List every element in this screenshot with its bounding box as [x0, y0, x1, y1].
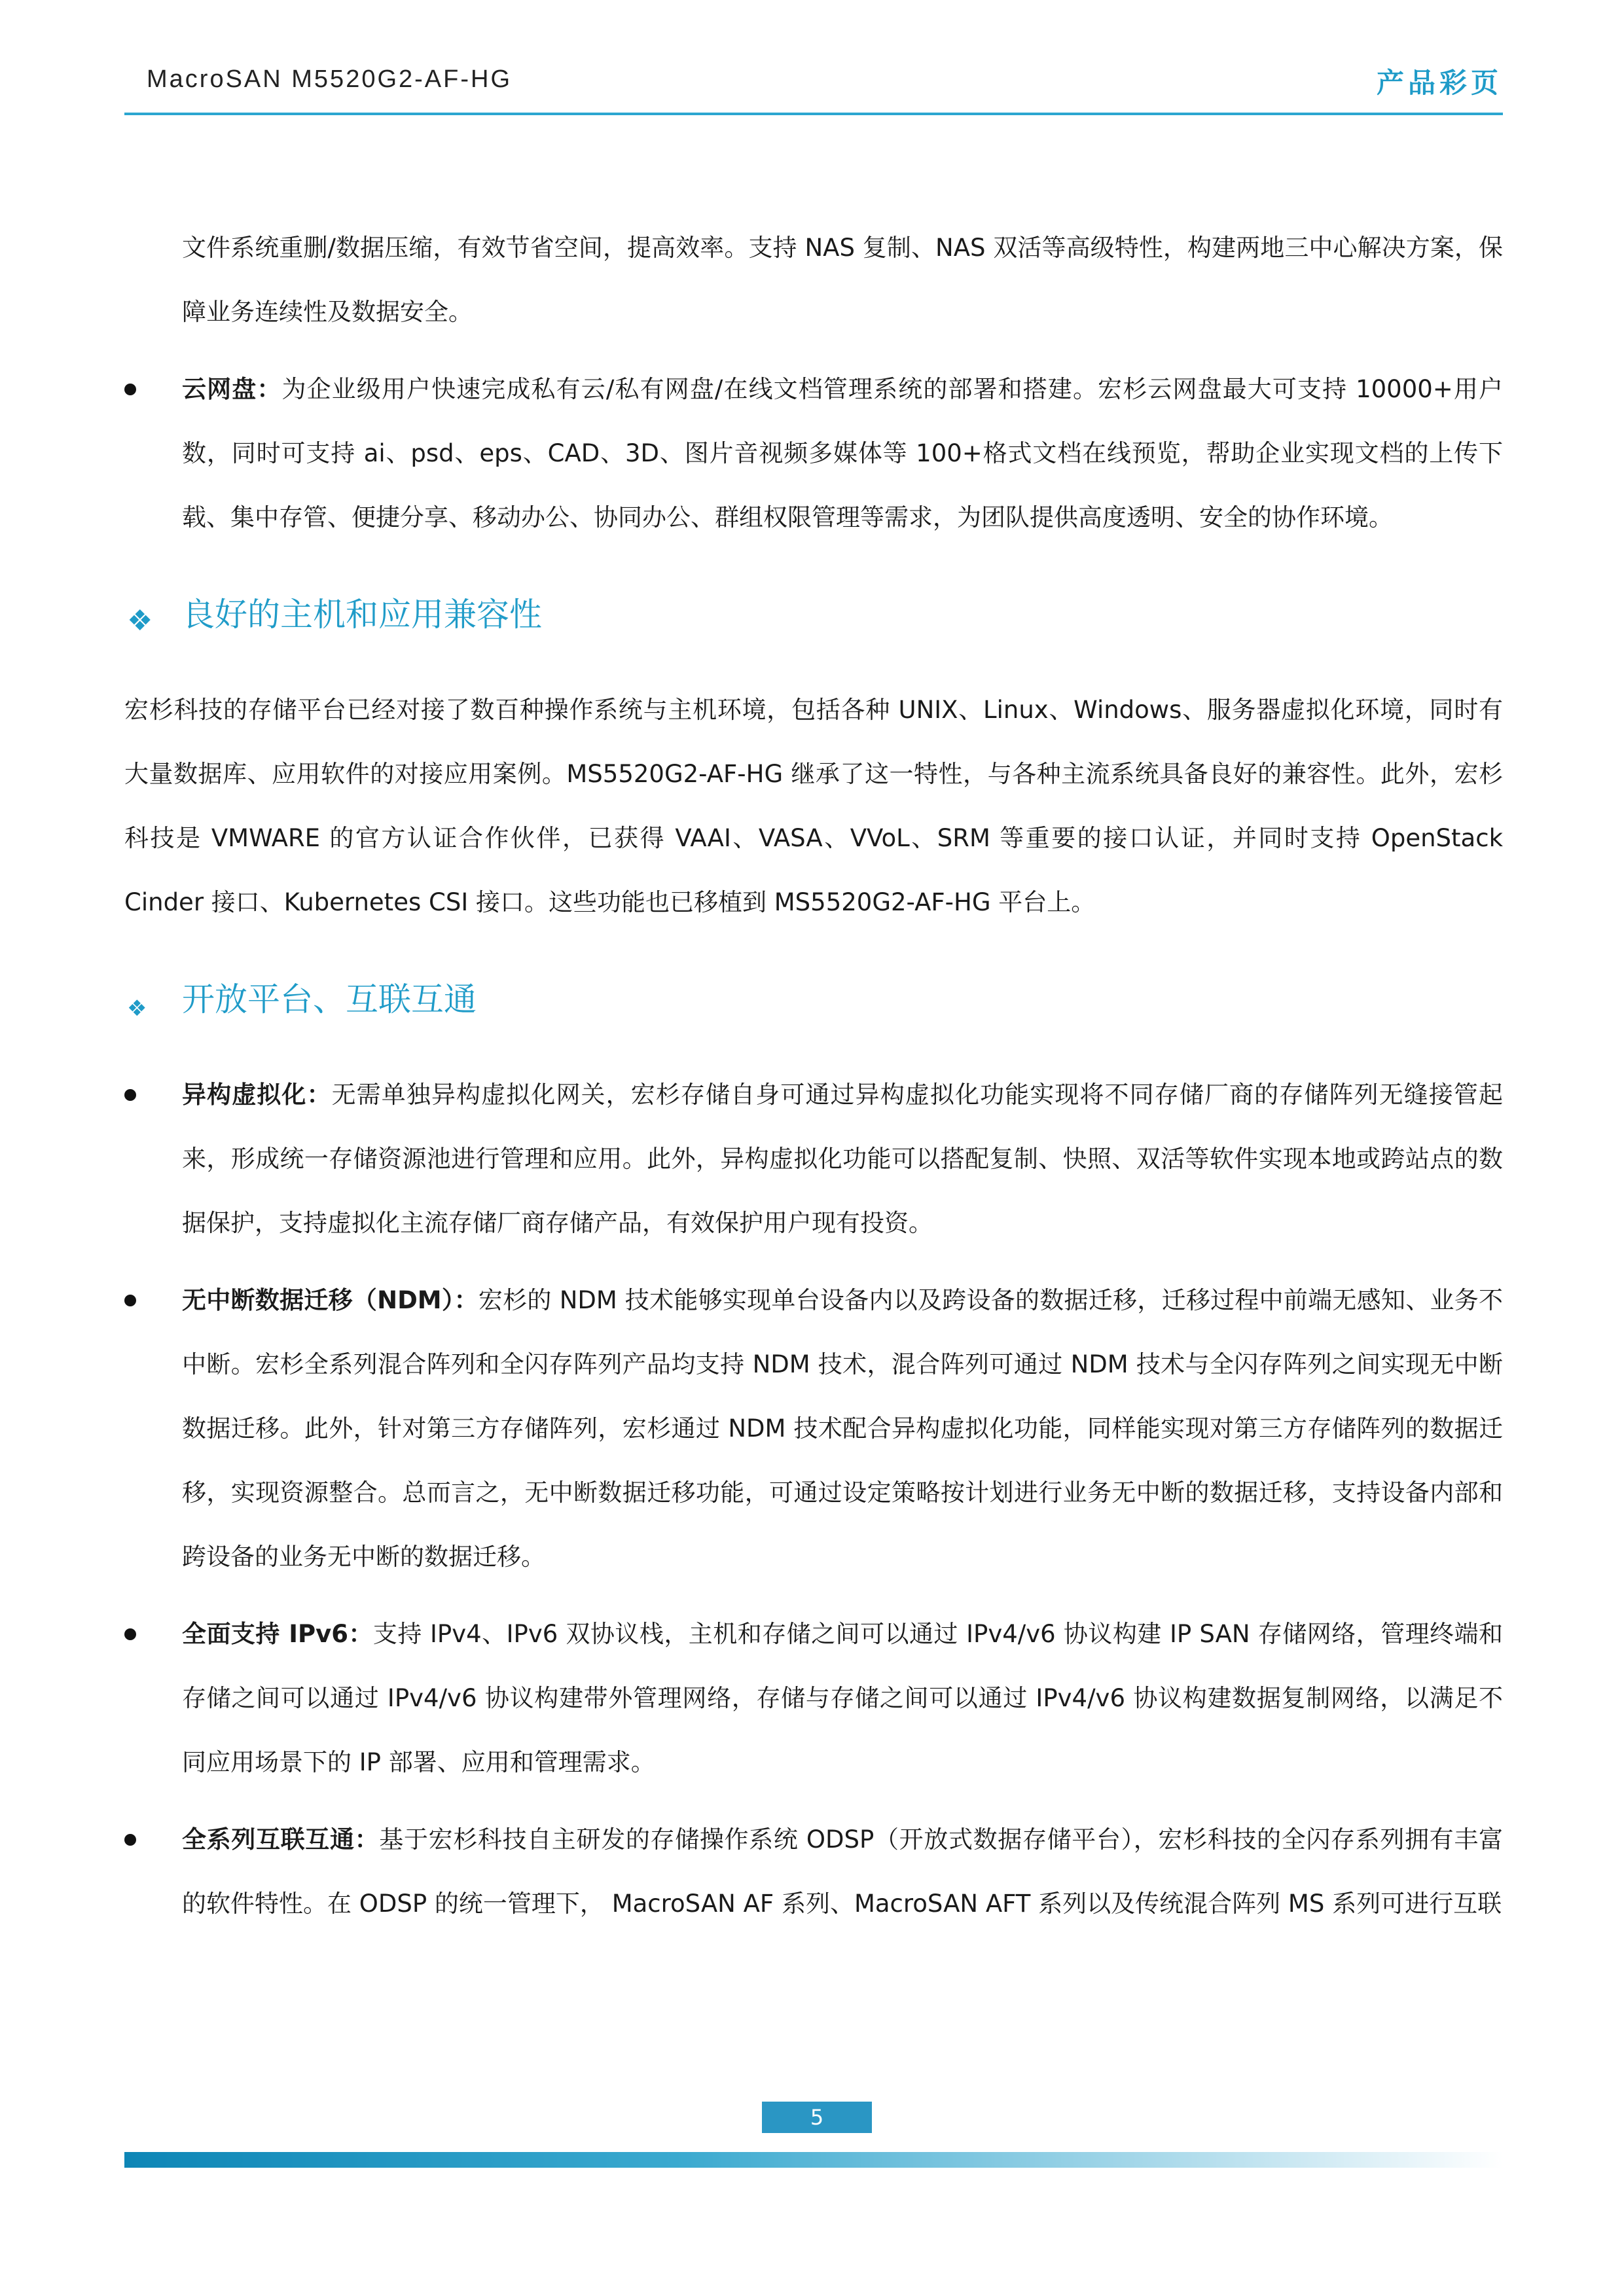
diamond-bullet-icon: ❖	[127, 996, 147, 1022]
bullet-title: 异构虚拟化：	[182, 1081, 332, 1109]
header-product-name: MacroSAN M5520G2-AF-HG	[147, 65, 513, 93]
bullet-full-series-interconnect	[124, 1808, 1503, 1936]
section-title: 良好的主机和应用兼容性	[182, 596, 542, 634]
bullet-dot-icon	[124, 384, 136, 395]
bullet-title: 无中断数据迁移（NDM）：	[182, 1286, 478, 1314]
bullet-text: 支持 IPv4、IPv6 双协议栈，主机和存储之间可以通过 IPv4/v6 协议构建 IP SAN 存储网络，管理终端和存储之间可以通过 IPv4/v6 协议构建带外管理网络，存储与存储之间可以通过 IPv4/v6 协议构建数据复制网络，以满足不同应用场景下的 IP 部署、应用和管理需求。	[182, 1620, 1503, 1776]
bullet-text: 宏杉的 NDM 技术能够实现单台设备内以及跨设备的数据迁移，迁移过程中前端无感知、业务不中断。宏杉全系列混合阵列和全闪存阵列产品均支持 NDM 技术，混合阵列可通过 NDM 技术与全闪存阵列之间实现无中断数据迁移。此外，针对第三方存储阵列，宏杉通过 NDM 技术配合异构虚拟化功能，同样能实现对第三方存储阵列的数据迁移，实现资源整合。总而言之，无中断数据迁移功能，可通过设定策略按计划进行业务无中断的数据迁移，支持设备内部和跨设备的业务无中断的数据迁移。	[182, 1286, 1503, 1571]
section-title: 开放平台、互联互通	[182, 980, 477, 1018]
section-heading-compatibility	[124, 592, 1503, 637]
header-doc-type: 产品彩页	[1376, 67, 1502, 99]
header-rule	[124, 113, 1503, 115]
paragraph-nas-continuation: 文件系统重删/数据压缩，有效节省空间，提高效率。支持 NAS 复制、NAS 双活等高级特性，构建两地三中心解决方案，保障业务连续性及数据安全。	[182, 234, 1503, 326]
bullet-dot-icon	[124, 1089, 136, 1101]
bullet-dot-icon	[124, 1628, 136, 1640]
bullet-ipv6	[124, 1602, 1503, 1795]
bullet-text: 基于宏杉科技自主研发的存储操作系统 ODSP（开放式数据存储平台），宏杉科技的全闪存系列拥有丰富的软件特性。在 ODSP 的统一管理下， MacroSAN AF 系列、MacroSAN AFT 系列以及传统混合阵列 MS 系列可进行互联	[182, 1825, 1503, 1918]
bullet-dot-icon	[124, 1295, 136, 1306]
paragraph-compatibility: 宏杉科技的存储平台已经对接了数百种操作系统与主机环境，包括各种 UNIX、Linux、Windows、服务器虚拟化环境，同时有大量数据库、应用软件的对接应用案例。MS5520G2-AF-HG 继承了这一特性，与各种主流系统具备良好的兼容性。此外，宏杉科技是 VMWARE 的官方认证合作伙伴，已获得 VAAI、VASA、VVoL、SRM 等重要的接口认证，并同时支持 OpenStack Cinder 接口、Kubernetes CSI 接口。这些功能也已移植到 MS5520G2-AF-HG 平台上。	[124, 696, 1503, 916]
bullet-title: 全系列互联互通：	[182, 1825, 380, 1854]
bullet-heterogeneous-virtualization	[124, 1063, 1503, 1255]
page-content	[124, 216, 1503, 1936]
page-number: 5	[762, 2102, 872, 2133]
bullet-cloud-disk	[124, 357, 1503, 550]
section-heading-open-platform	[124, 977, 1503, 1022]
bullet-text: 无需单独异构虚拟化网关，宏杉存储自身可通过异构虚拟化功能实现将不同存储厂商的存储阵列无缝接管起来，形成统一存储资源池进行管理和应用。此外，异构虚拟化功能可以搭配复制、快照、双活等软件实现本地或跨站点的数据保护，支持虚拟化主流存储厂商存储产品，有效保护用户现有投资。	[182, 1081, 1503, 1237]
footer-gradient-bar	[124, 2152, 1503, 2168]
bullet-text: 为企业级用户快速完成私有云/私有网盘/在线文档管理系统的部署和搭建。宏杉云网盘最大可支持 10000+用户数，同时可支持 ai、psd、eps、CAD、3D、图片音视频多媒体等 100+格式文档在线预览，帮助企业实现文档的上传下载、集中存管、便捷分享、移动办公、协同办公、群组权限管理等需求，为团队提供高度透明、安全的协作环境。	[182, 375, 1504, 531]
bullet-title: 全面支持 IPv6：	[182, 1620, 373, 1648]
bullet-ndm	[124, 1268, 1503, 1589]
bullet-dot-icon	[124, 1834, 136, 1846]
diamond-bullet-icon: ❖	[127, 604, 153, 637]
bullet-title: 云网盘：	[182, 375, 282, 403]
